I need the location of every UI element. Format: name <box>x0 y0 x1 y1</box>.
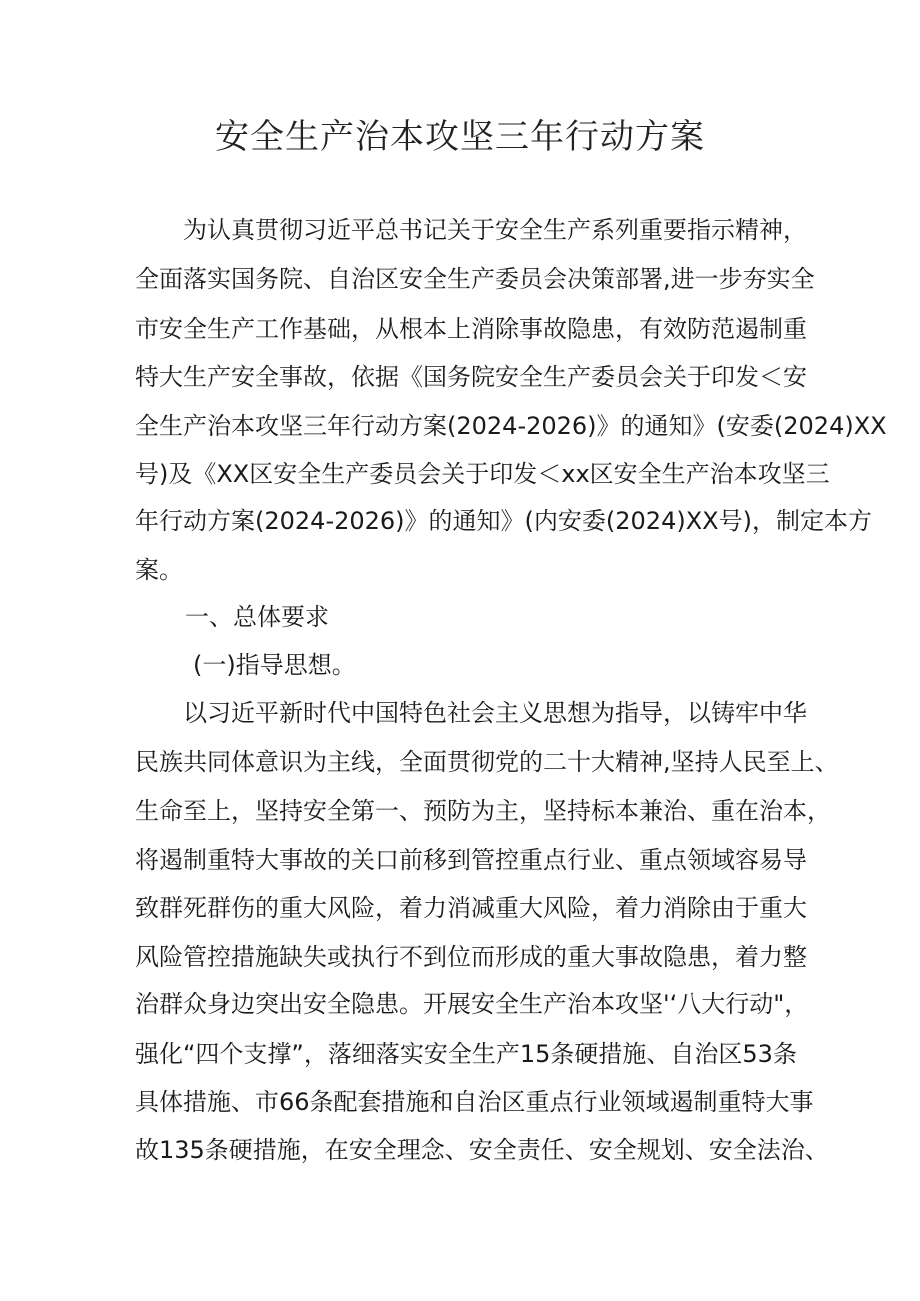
section-heading: 一、总体要求 <box>185 603 329 631</box>
body-line-9: 具体措施、市66条配套措施和自治区重点行业领域遏制重特大事 <box>135 1088 814 1116</box>
body-line-10: 故135条硬措施，在安全理念、安全责任、安全规划、安全法治、 <box>135 1136 829 1164</box>
body-line-2: 民族共同体意识为主线，全面贯彻党的二十大精神,坚持人民至上、 <box>135 748 839 776</box>
intro-line-4: 特大生产安全事故，依据《国务院安全生产委员会关于印发＜安 <box>135 363 807 391</box>
intro-line-2: 全面落实国务院、自治区安全生产委员会决策部署,进一步夯实全 <box>135 265 815 293</box>
body-line-1: 以习近平新时代中国特色社会主义思想为指导，以铸牢中华 <box>183 699 807 727</box>
body-line-6: 风险管控措施缺失或执行不到位而形成的重大事故隐患，着力整 <box>135 943 807 971</box>
intro-line-6: 号)及《XX区安全生产委员会关于印发＜xx区安全生产治本攻坚三 <box>135 460 830 488</box>
body-line-8: 强化“四个支撑”，落细落实安全生产15条硬措施、自治区53条 <box>135 1040 797 1068</box>
intro-line-5: 全生产治本攻坚三年行动方案(2024-2026)》的通知》(安委(2024)XX <box>135 412 887 440</box>
body-line-5: 致群死群伤的重大风险，着力消减重大风险，着力消除由于重大 <box>135 894 807 922</box>
document-title: 安全生产治本攻坚三年行动方案 <box>215 117 705 157</box>
intro-line-8: 案。 <box>135 556 183 584</box>
body-line-3: 生命至上，坚持安全第一、预防为主，坚持标本兼治、重在治本， <box>135 797 831 825</box>
intro-line-3: 市安全生产工作基础，从根本上消除事故隐患，有效防范遏制重 <box>135 315 807 343</box>
body-line-7: 治群众身边突出安全隐患。开展安全生产治本攻坚'‘八大行动"， <box>135 990 809 1018</box>
intro-line-7: 年行动方案(2024-2026)》的通知》(内安委(2024)XX号)，制定本方 <box>135 507 872 535</box>
subsection-heading: (一)指导思想。 <box>193 651 356 679</box>
body-line-4: 将遏制重特大事故的关口前移到管控重点行业、重点领域容易导 <box>135 846 807 874</box>
intro-line-1: 为认真贯彻习近平总书记关于安全生产系列重要指示精神， <box>183 216 807 244</box>
